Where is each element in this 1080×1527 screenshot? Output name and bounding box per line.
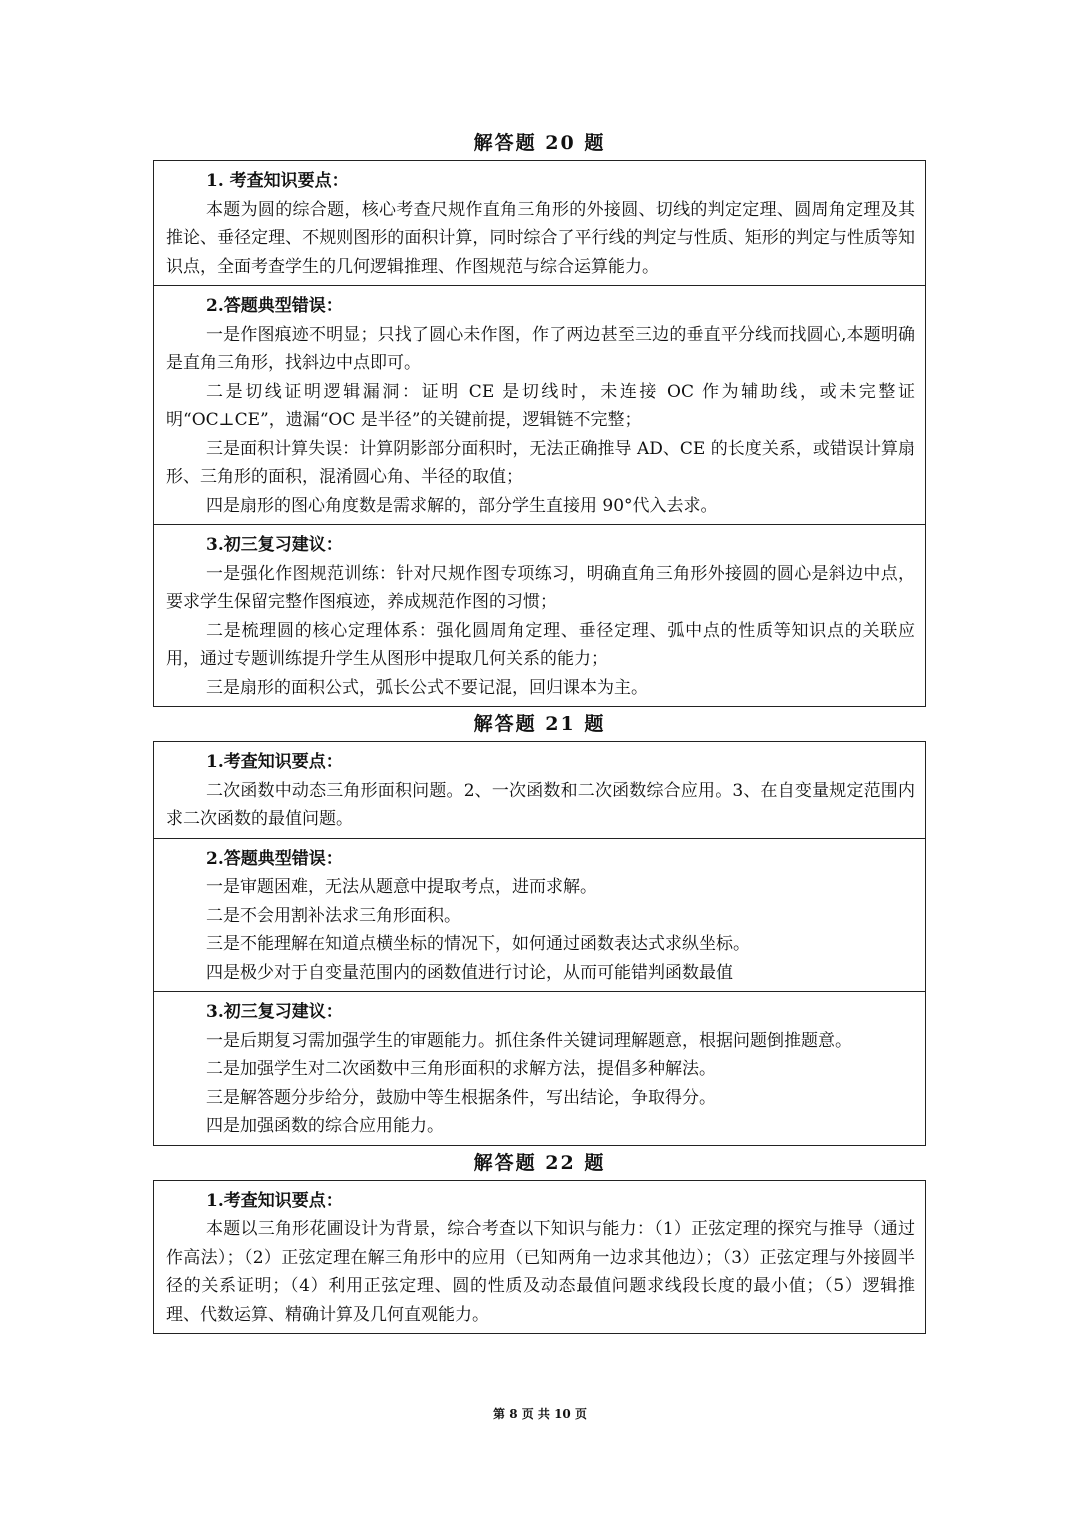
paragraph: 本题以三角形花圃设计为背景，综合考查以下知识与能力：（1）正弦定理的探究与推导（通过作高法）；（2）正弦定理在解三角形中的应用（已知两角一边求其他边）；（3）正弦定理与外接圆半径的关系证明；（4）利用正弦定理、圆的性质及动态最值问题求线段长度的最小值；（5）逻辑推理、代数运算、精确计算及几何直观能力。 (166, 1219, 915, 1325)
section-table (153, 160, 926, 707)
typical-errors-cell (154, 838, 925, 992)
cell-heading: 1.考查知识要点： (206, 1190, 343, 1211)
typical-errors-cell (154, 285, 925, 524)
cell-heading: 1. 考查知识要点： (206, 171, 349, 191)
knowledge-points-cell (154, 742, 925, 838)
section-title: 解答题 20 题 (473, 132, 606, 154)
paragraph: 四是扇形的图心角度数是需求解的，部分学生直接用 90°代入去求。 (206, 495, 718, 516)
cell-heading: 3.初三复习建议： (206, 535, 343, 555)
cell-heading: 2.答题典型错误： (206, 848, 343, 869)
paragraph: 四是极少对于自变量范围内的函数值进行讨论，从而可能错判函数最值 (206, 962, 733, 983)
paragraph: 四是加强函数的综合应用能力。 (206, 1116, 444, 1136)
paragraph: 二次函数中动态三角形面积问题。2、一次函数和二次函数综合应用。3、在自变量规定范围内求二次函数的最值问题。 (166, 780, 915, 829)
paragraph: 一是强化作图规范训练：针对尺规作图专项练习，明确直角三角形外接圆的圆心是斜边中点，要求学生保留完整作图痕迹，养成规范作图的习惯； (166, 563, 915, 612)
section-table (153, 741, 926, 1146)
cell-heading: 1.考查知识要点： (206, 752, 343, 772)
page-number-footer: 第 8 页 共 10 页 (493, 1407, 587, 1421)
section-title: 解答题 22 题 (473, 1151, 606, 1174)
paragraph: 一是后期复习需加强学生的审题能力。抓住条件关键词理解题意，根据问题倒推题意。 (206, 1030, 852, 1051)
cell-heading: 2.答题典型错误： (206, 296, 343, 316)
paragraph: 二是切线证明逻辑漏洞：证明 CE 是切线时，未连接 OC 作为辅助线，或未完整证明“OC⊥CE”，遗漏“OC 是半径”的关键前提，逻辑链不完整； (166, 381, 915, 430)
paragraph: 三是扇形的面积公式，弧长公式不要记混，回归课本为主。 (206, 677, 648, 698)
paragraph: 二是梳理圆的核心定理体系：强化圆周角定理、垂径定理、弧中点的性质等知识点的关联应用，通过专题训练提升学生从图形中提取几何关系的能力； (166, 620, 915, 669)
paragraph: 一是作图痕迹不明显；只找了圆心未作图，作了两边甚至三边的垂直平分线而找圆心,本题明确是直角三角形，找斜边中点即可。 (166, 324, 915, 373)
knowledge-points-cell (154, 161, 925, 285)
section-title: 解答题 21 题 (473, 713, 606, 735)
section-table (153, 1180, 926, 1335)
paragraph: 一是审题困难，无法从题意中提取考点，进而求解。 (206, 877, 597, 897)
document-page (153, 126, 926, 1334)
knowledge-points-cell (154, 1181, 925, 1334)
paragraph: 三是面积计算失误：计算阴影部分面积时，无法正确推导 AD、CE 的长度关系，或错误计算扇形、三角形的面积，混淆圆心角、半径的取值； (166, 438, 915, 487)
paragraph: 二是加强学生对二次函数中三角形面积的求解方法，提倡多种解法。 (206, 1059, 716, 1079)
paragraph: 本题为圆的综合题，核心考查尺规作直角三角形的外接圆、切线的判定定理、圆周角定理及其推论、垂径定理、不规则图形的面积计算，同时综合了平行线的判定与性质、矩形的判定与性质等知识点，全面考查学生的几何逻辑推理、作图规范与综合运算能力。 (166, 199, 915, 277)
review-suggestions-cell (154, 524, 925, 706)
paragraph: 三是解答题分步给分，鼓励中等生根据条件，写出结论，争取得分。 (206, 1087, 716, 1108)
review-suggestions-cell (154, 991, 925, 1145)
cell-heading: 3.初三复习建议： (206, 1002, 343, 1022)
paragraph: 二是不会用割补法求三角形面积。 (206, 905, 461, 926)
paragraph: 三是不能理解在知道点横坐标的情况下，如何通过函数表达式求纵坐标。 (206, 934, 750, 954)
